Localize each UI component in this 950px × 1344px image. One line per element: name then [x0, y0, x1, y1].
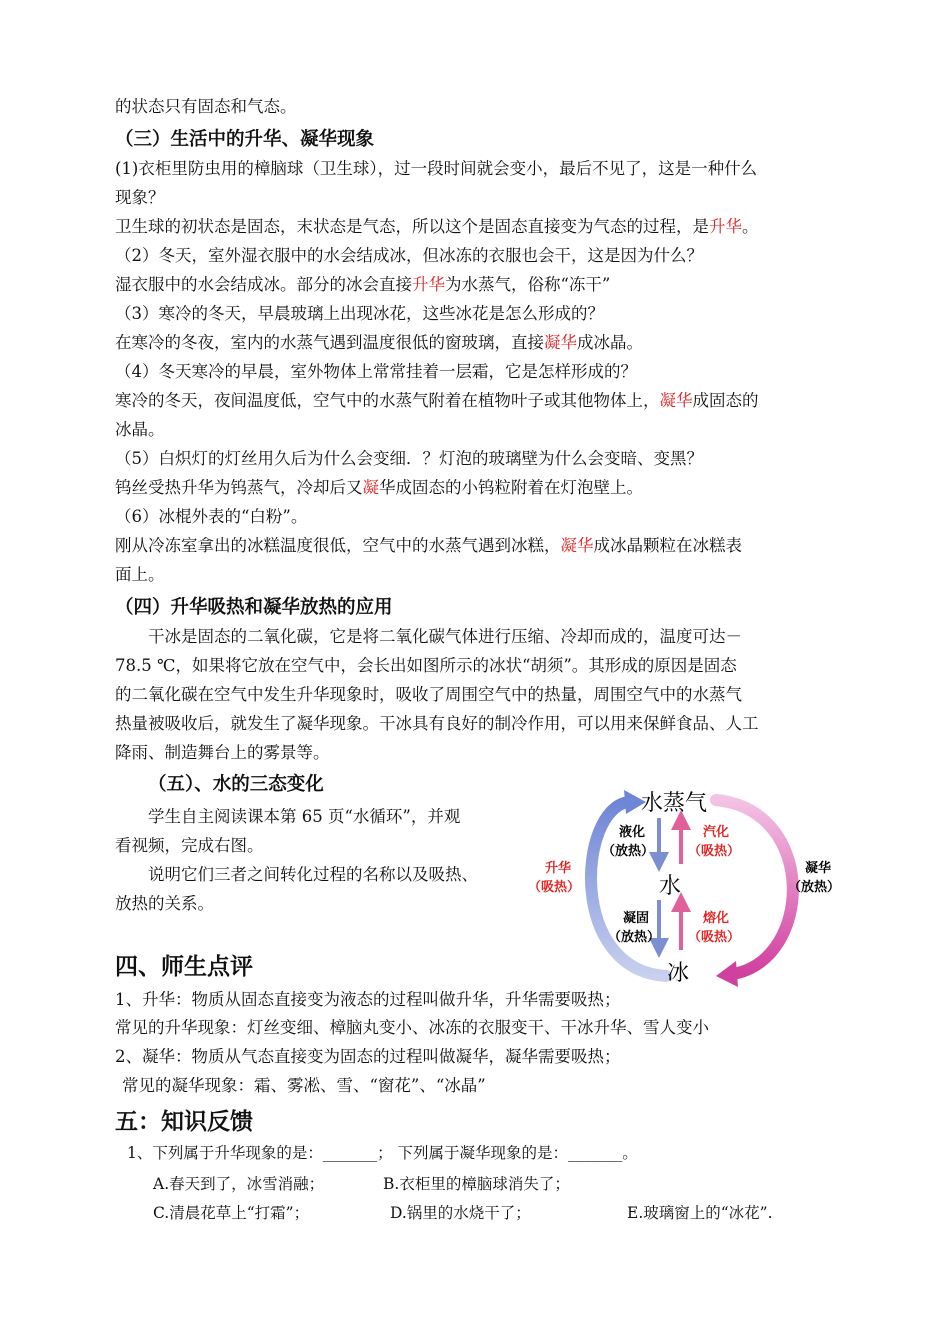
line-state: 的状态只有固态和气态。 — [115, 97, 297, 116]
option-d: D.锅里的水烧干了； — [390, 1204, 531, 1222]
label-ice: 冰 — [666, 961, 690, 986]
review-2: 常见的升华现象：灯丝变细、樟脑丸变小、冰冻的衣服变干、干冰升华、雪人变小 — [115, 1018, 709, 1037]
paragraph-4d: 热量被吸收后，就发生了凝华现象。干冰具有良好的制冷作用，可以用来保鲜食品、人工 — [115, 714, 759, 733]
paragraph-4e: 降雨、制造舞台上的雾景等。 — [115, 743, 330, 762]
paragraph-5d: 放热的关系。 — [115, 894, 214, 913]
label-vaporize-heat: （吸热） — [687, 844, 741, 859]
label-sublime-heat: （吸热） — [528, 880, 581, 895]
section-heading-3: （三）生活中的升华、凝华现象 — [115, 129, 375, 150]
paragraph-5b: 看视频，完成右图。 — [115, 836, 264, 855]
answer-1: 卫生球的初状态是固态，末状态是气态，所以这个是固态直接变为气态的过程，是升华。 — [115, 217, 759, 236]
label-deposit-heat: （放热） — [787, 880, 841, 895]
section-heading-4: （四）升华吸热和凝华放热的应用 — [115, 597, 393, 618]
review-1: 1、升华：物质从固态直接变为液态的过程叫做升华，升华需要吸热； — [115, 990, 621, 1009]
label-liquefy-heat: （放热） — [601, 844, 655, 859]
option-a: A.春天到了，冰雪消融； — [153, 1175, 325, 1193]
paragraph-4a: 干冰是固态的二氧化碳，它是将二氧化碳气体进行压缩、冷却而成的，温度可达－ — [148, 627, 742, 646]
label-sublime: 升华 — [544, 861, 572, 876]
heading-feedback: 五：知识反馈 — [115, 1109, 253, 1135]
question-6: （6）冰棍外表的“白粉”。 — [115, 507, 308, 526]
paragraph-4c: 的二氧化碳在空气中发生升华现象时，吸收了周围空气中的热量，周围空气中的水蒸气 — [115, 685, 742, 704]
label-vapor: 水蒸气 — [640, 791, 708, 816]
question-1a: (1)衣柜里防虫用的樟脑球（卫生球），过一段时间就会变小，最后不见了，这是一种什么 — [115, 159, 758, 178]
feedback-question-1: 1、下列属于升华现象的是：_______； 下列属于凝华现象的是：_______。 — [127, 1144, 638, 1162]
label-solidify: 凝固 — [622, 911, 650, 926]
option-e: E.玻璃窗上的“冰花”. — [627, 1204, 773, 1222]
question-4: （4）冬天寒冷的早晨，室外物体上常常挂着一层霜，它是怎样形成的？ — [115, 362, 637, 381]
answer-5: 钨丝受热升华为钨蒸气，冷却后又凝华成固态的小钨粒附着在灯泡壁上。 — [115, 478, 643, 497]
answer-6: 刚从冷冻室拿出的冰糕温度很低，空气中的水蒸气遇到冰糕，凝华成冰晶颗粒在冰糕表 — [115, 536, 742, 555]
label-melt: 熔化 — [702, 911, 730, 926]
review-3: 2、凝华：物质从气态直接变为固态的过程叫做凝华，凝华需要吸热； — [115, 1047, 621, 1066]
label-melt-heat: （吸热） — [687, 930, 741, 945]
option-c: C.清晨花草上“打霜”； — [153, 1204, 310, 1222]
paragraph-4b: 78.5 ℃，如果将它放在空气中，会长出如图所示的冰状“胡须”。其形成的原因是固态 — [115, 656, 737, 675]
question-3: （3）寒冷的冬天，早晨玻璃上出现冰花，这些冰花是怎么形成的？ — [115, 304, 604, 323]
label-solidify-heat: （放热） — [607, 930, 661, 945]
section-heading-5: （五）、水的三态变化 — [148, 774, 324, 795]
question-1b: 现象？ — [115, 188, 165, 207]
label-water: 水 — [658, 874, 682, 899]
answer-6b: 面上。 — [115, 565, 165, 584]
question-5: （5）白炽灯的灯丝用久后为什么会变细．？灯泡的玻璃壁为什么会变暗、变黑？ — [115, 449, 703, 468]
paragraph-5a: 学生自主阅读课本第 65 页“水循环”，并观 — [148, 807, 461, 826]
heading-review: 四、师生点评 — [115, 954, 253, 980]
water-state-diagram — [528, 780, 848, 995]
label-deposit: 凝华 — [804, 861, 832, 876]
label-vaporize: 汽化 — [702, 825, 730, 840]
answer-3: 在寒冷的冬夜，室内的水蒸气遇到温度很低的窗玻璃，直接凝华成冰晶。 — [115, 333, 643, 352]
label-liquefy: 液化 — [618, 825, 646, 840]
paragraph-5c: 说明它们三者之间转化过程的名称以及吸热、 — [148, 865, 478, 884]
option-b: B.衣柜里的樟脑球消失了； — [383, 1175, 570, 1193]
answer-2: 湿衣服中的水会结成冰。部分的冰会直接升华为水蒸气，俗称“冻干” — [115, 275, 611, 294]
answer-4: 寒冷的冬天，夜间温度低，空气中的水蒸气附着在植物叶子或其他物体上，凝华成固态的 — [115, 391, 759, 410]
review-4: 常见的凝华现象：霜、雾凇、雪、“窗花”、“冰晶” — [122, 1076, 486, 1095]
answer-4b: 冰晶。 — [115, 420, 165, 439]
question-2: （2）冬天，室外湿衣服中的水会结成冰，但冰冻的衣服也会干，这是因为什么？ — [115, 246, 703, 265]
deposition-arrowhead — [716, 961, 738, 987]
